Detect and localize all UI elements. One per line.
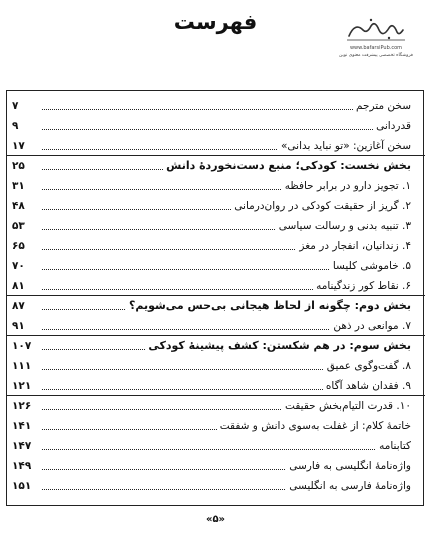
toc-entry-page: ۸۷ [12,298,42,314]
toc-entry [0,316,431,336]
publisher-url: www.bafarsiPub.com [349,45,403,51]
page-title: فهرست [173,10,258,34]
toc-entry-title: ۴. زندانیان، انفجار در مغز [296,238,411,254]
dot-leader [40,449,411,450]
toc-entry-title: بخش سوم: در هم شکستن: کشف پیشینهٔ کودکی [145,338,411,354]
toc-entry-page: ۹ [12,118,42,134]
toc-entry-title: واژه‌نامهٔ فارسی به انگلیسی [286,478,411,494]
toc-entry [0,356,431,376]
toc-entry-title: ۱. تجویز دارو در برابر حافظه [282,178,411,194]
toc-entry-page: ۳۱ [12,178,42,194]
toc-entry-page: ۱۴۱ [12,418,42,434]
toc-entry [0,256,431,276]
toc-entry-page: ۷۰ [12,258,42,274]
toc-entry-title: ۵. خاموشی کلیسا [330,258,411,274]
toc-entry [0,476,431,496]
toc-entry-page: ۱۴۷ [12,438,42,454]
page-number: «۵» [205,514,226,525]
dot-leader [40,129,411,130]
toc-section-heading [0,296,431,316]
toc-entry-title: ۸. گفت‌وگوی عمیق [324,358,411,374]
toc-entry [0,176,431,196]
toc-entry-title: قدردانی [373,118,411,134]
toc-entry-title: ۶. نقاط کور زندگینامه [313,278,411,294]
publisher-tagline: فروشگاه تخصصی پیشرفت معنوی نوین [339,53,413,58]
toc-entry-page: ۱۷ [12,138,42,154]
toc-entry-title: ۲. گریز از حقیقت کودکی در روان‌درمانی [231,198,411,214]
toc-entry [0,416,431,436]
toc-entry-page: ۲۵ [12,158,42,174]
toc-entry-page: ۱۲۶ [12,398,42,414]
toc-entry-page: ۸۱ [12,278,42,294]
toc-entry-title: ۳. تنبیه بدنی و رسالت سیاسی [276,218,411,234]
toc-entry [0,96,431,116]
toc-entry-page: ۱۲۱ [12,378,42,394]
toc-section-heading [0,156,431,176]
toc-entry [0,236,431,256]
toc-entry-title: ۹. فقدان شاهد آگاه [323,378,411,394]
toc-entry-title: ۷. موانعی در ذهن [330,318,411,334]
toc-entry-page: ۱۱۱ [12,358,42,374]
toc-entry-page: ۹۱ [12,318,42,334]
toc-entry-page: ۷ [12,98,42,114]
toc-entry-page: ۱۵۱ [12,478,42,494]
toc-entry [0,216,431,236]
toc-entry-title: کتابنامه [376,438,411,454]
toc-entry [0,276,431,296]
table-of-contents [0,96,431,496]
toc-entry [0,376,431,396]
toc-entry-title: خاتمهٔ کلام: از غفلت به‌سوی دانش و شفقت [217,418,411,434]
toc-entry [0,116,431,136]
toc-entry-page: ۱۰۷ [12,338,42,354]
toc-entry-page: ۱۴۹ [12,458,42,474]
toc-entry-page: ۴۸ [12,198,42,214]
toc-entry [0,436,431,456]
toc-entry-page: ۵۳ [12,218,42,234]
toc-entry-title: بخش نخست: کودکی؛ منبع دست‌نخوردهٔ دانش [163,158,411,174]
toc-entry [0,396,431,416]
toc-entry-title: سخن مترجم [353,98,411,114]
toc-entry-page: ۶۵ [12,238,42,254]
toc-entry-title: بخش دوم: چگونه از لحاظ هیجانی بی‌حس می‌شویم؟ [126,298,411,314]
publisher-logo-mark [341,16,411,44]
toc-section-heading [0,336,431,356]
toc-entry [0,136,431,156]
toc-entry [0,456,431,476]
toc-entry-title: ۱۰. قدرت التیام‌بخش حقیقت [282,398,411,414]
toc-entry-title: واژه‌نامهٔ انگلیسی به فارسی [286,458,411,474]
toc-entry-title: سخن آغازین: «تو نباید بدانی» [278,138,411,154]
toc-entry [0,196,431,216]
publisher-logo [336,16,416,60]
